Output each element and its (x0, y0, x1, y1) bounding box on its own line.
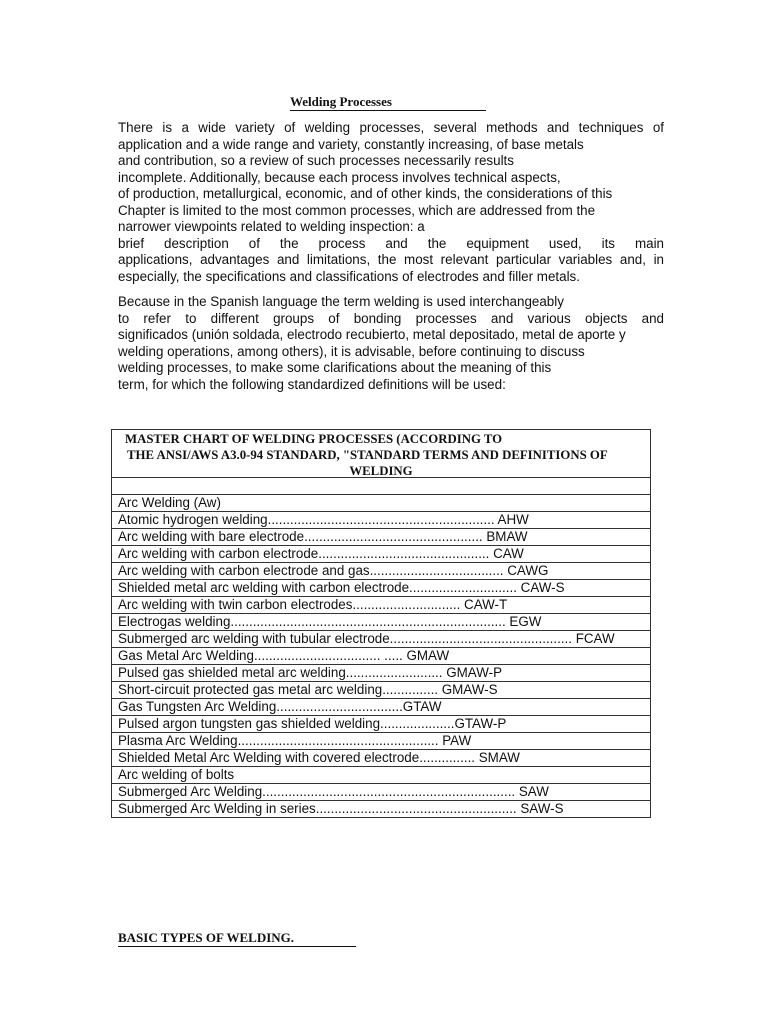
table-row: Atomic hydrogen welding............................................................. AHW (112, 512, 650, 529)
paragraph-line: application and a wide range and variety, constantly increasing, of base metals (118, 136, 584, 152)
table-header (112, 430, 650, 478)
table-header-line: THE ANSI/AWS A3.0-94 STANDARD, "STANDARD TERMS AND DEFINITIONS OF (127, 448, 608, 462)
table-row: Shielded Metal Arc Welding with covered electrode............... SMAW (112, 750, 650, 767)
paragraph-line: There is a wide variety of welding processes, several methods and techniques of (118, 120, 664, 135)
paragraph-line: welding operations, among others), it is advisable, before continuing to discuss (118, 343, 585, 359)
table-row: Short-circuit protected gas metal arc welding............... GMAW-S (112, 682, 650, 699)
paragraph-line: brief description of the process and the equipment used, its main (118, 235, 664, 251)
definitions-paragraph (118, 294, 664, 393)
table-blank-row (112, 478, 650, 495)
table-row: Electrogas welding.......................................................................... EGW (112, 614, 650, 631)
table-row: Arc welding of bolts (112, 767, 650, 784)
table-header-line: WELDING (349, 464, 413, 478)
table-row: Arc welding with bare electrode................................................ BMAW (112, 529, 650, 546)
table-row: Submerged arc welding with tubular electrode................................................. FCAW (112, 631, 650, 648)
document-title: Welding Processes (290, 93, 486, 111)
paragraph-line: Chapter is limited to the most common processes, which are addressed from the (118, 202, 596, 218)
table-row: Shielded metal arc welding with carbon electrode............................. CAW-S (112, 580, 650, 597)
table-row: Arc Welding (Aw) (112, 495, 650, 512)
paragraph-line: to refer to different groups of bonding processes and various objects and (118, 310, 664, 326)
intro-paragraph (118, 120, 664, 285)
table-header-line: MASTER CHART OF WELDING PROCESSES (ACCORDING TO (125, 432, 503, 446)
table-row: Submerged Arc Welding.................................................................... SAW (112, 784, 650, 801)
section-title: BASIC TYPES OF WELDING. (118, 929, 356, 947)
paragraph-line: welding processes, to make some clarifications about the meaning of this (118, 360, 552, 375)
table-row: Pulsed gas shielded metal arc welding.......................... GMAW-P (112, 665, 650, 682)
table-row: Arc welding with twin carbon electrodes............................. CAW-T (112, 597, 650, 614)
table-row: Gas Tungsten Arc Welding..................................GTAW (112, 699, 650, 716)
table-row: Submerged Arc Welding in series...................................................... SAW-S (118, 801, 564, 816)
paragraph-line: of production, metallurgical, economic, and of other kinds, the considerations of this (118, 186, 613, 201)
paragraph-line: especially, the specifications and classifications of electrodes and filler metals. (118, 268, 580, 284)
paragraph-line: applications, advantages and limitations, the most relevant particular variables and, in (118, 252, 664, 267)
table-row: Arc welding with carbon electrode and gas.................................... CAWG (112, 563, 650, 580)
table-row: Gas Metal Arc Welding.................................. ..... GMAW (112, 648, 650, 665)
welding-processes-table (111, 429, 651, 818)
table-row: Plasma Arc Welding...................................................... PAW (112, 733, 650, 750)
paragraph-line: narrower viewpoints related to welding inspection: a (118, 219, 425, 234)
paragraph-line: Because in the Spanish language the term welding is used interchangeably (118, 294, 564, 309)
paragraph-line: significados (unión soldada, electrodo recubierto, metal depositado, metal de aporte y (118, 327, 626, 342)
paragraph-line: and contribution, so a review of such processes necessarily results (118, 153, 514, 168)
table-row: Pulsed argon tungsten gas shielded welding....................GTAW-P (112, 716, 650, 733)
paragraph-line: incomplete. Additionally, because each process involves technical aspects, (118, 169, 561, 185)
table-row: Arc welding with carbon electrode.............................................. CAW (112, 546, 650, 563)
paragraph-line: term, for which the following standardized definitions will be used: (118, 376, 506, 392)
